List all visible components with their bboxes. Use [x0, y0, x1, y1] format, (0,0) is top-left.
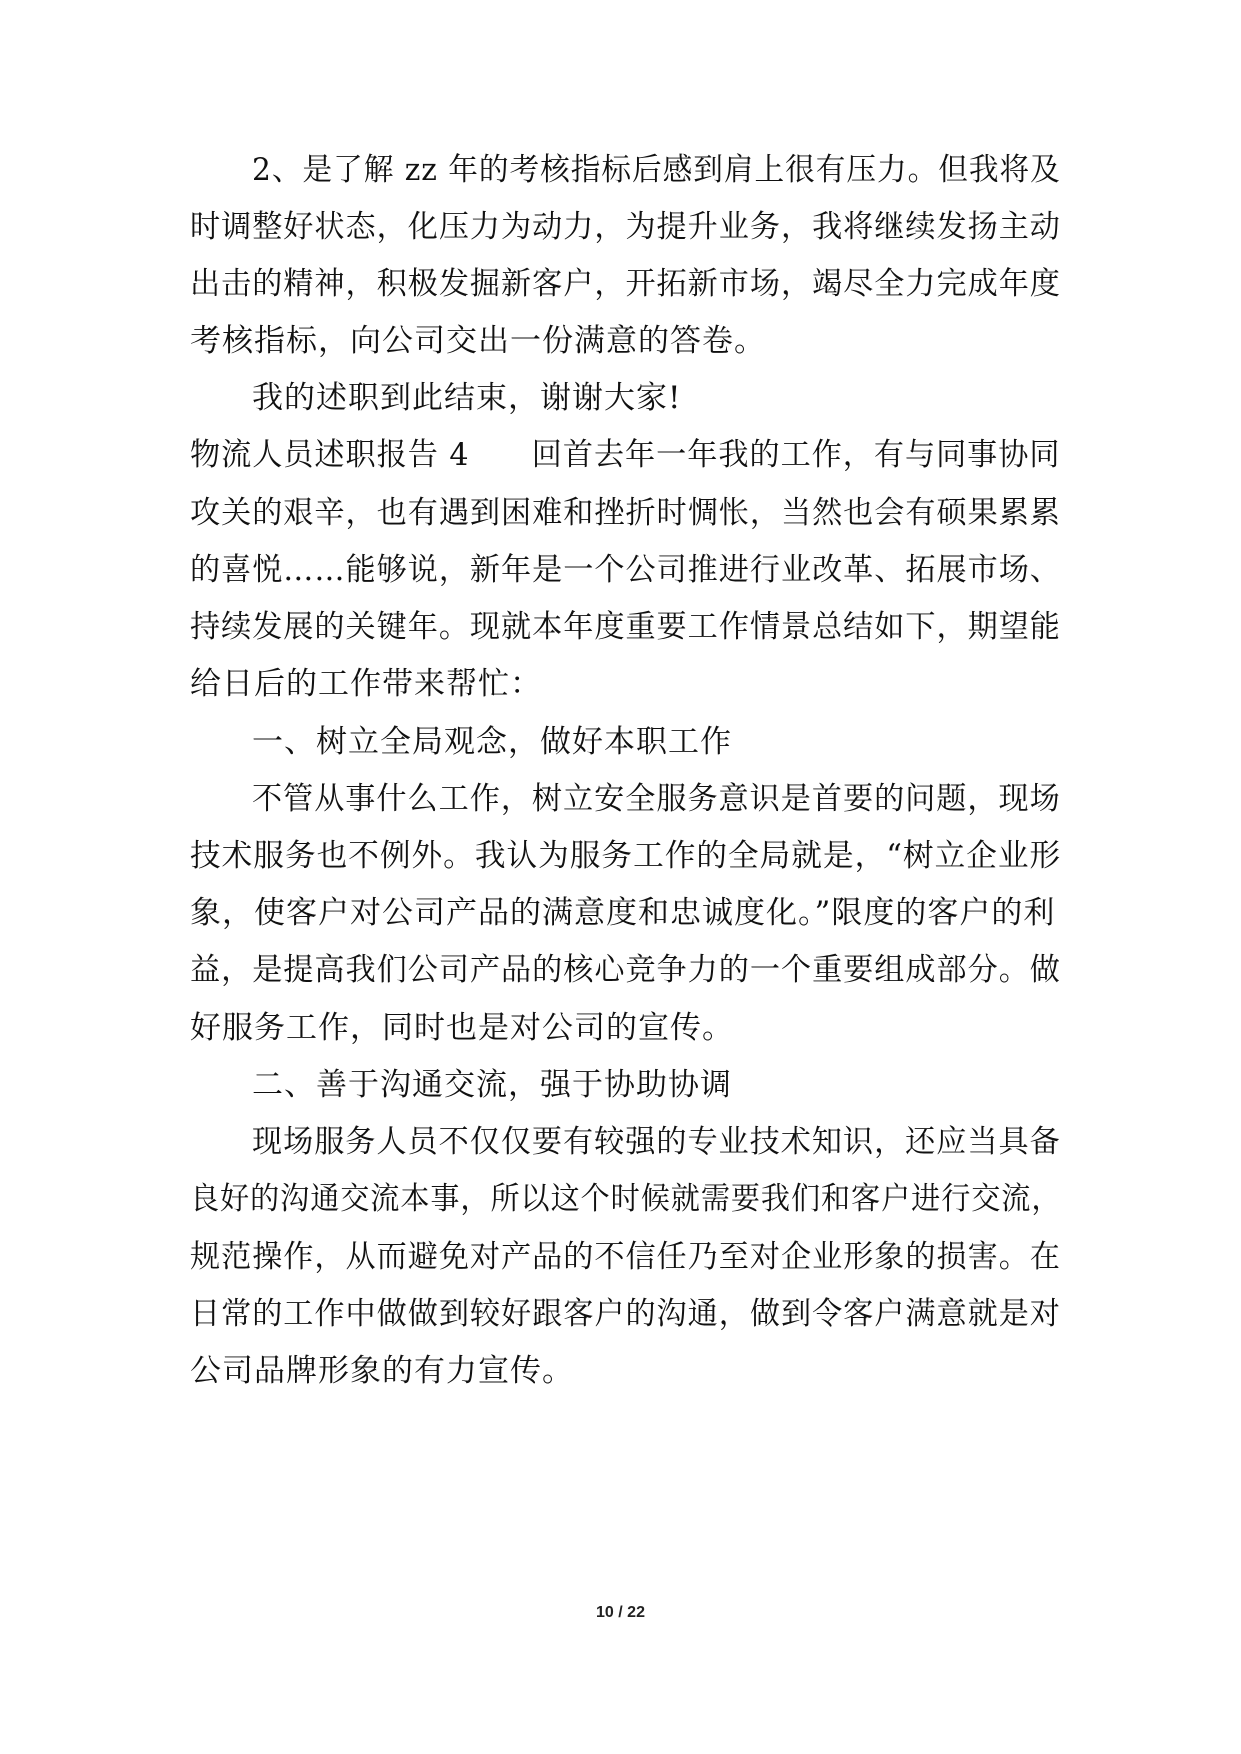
paragraph-line: 公司品牌形象的有力宣传。	[190, 1353, 574, 1389]
paragraph-line: 日常的工作中做做到较好跟客户的沟通，做到令客户满意就是对	[190, 1296, 1061, 1332]
paragraph-line: 2、是了解 zz 年的考核指标后感到肩上很有压力。但我将及	[252, 152, 1061, 188]
paragraph-line: 的喜悦……能够说，新年是一个公司推进行业改革、拓展市场、	[190, 552, 1061, 588]
paragraph-line: 给日后的工作带来帮忙：	[190, 666, 542, 702]
heading-line: 二、善于沟通交流，强于协助协调	[252, 1067, 732, 1103]
section-title-line: 物流人员述职报告 4 回首去年一年我的工作，有与同事协同	[190, 437, 1061, 473]
paragraph-line: 益，是提高我们公司产品的核心竞争力的一个重要组成部分。做	[190, 952, 1061, 988]
paragraph-line: 象，使客户对公司产品的满意度和忠诚度化。”限度的客户的利	[190, 895, 1056, 931]
paragraph-line: 攻关的艰辛，也有遇到困难和挫折时惆怅，当然也会有硕果累累	[190, 495, 1061, 531]
paragraph-line: 技术服务也不例外。我认为服务工作的全局就是，“树立企业形	[190, 838, 1062, 874]
paragraph-line: 现场服务人员不仅仅要有较强的专业技术知识，还应当具备	[252, 1124, 1061, 1160]
paragraph-line: 时调整好状态，化压力为动力，为提升业务，我将继续发扬主动	[190, 209, 1061, 245]
page-number: 10 / 22	[596, 1604, 645, 1621]
paragraph-line: 良好的沟通交流本事，所以这个时候就需要我们和客户进行交流，	[190, 1181, 1062, 1217]
paragraph-line: 好服务工作，同时也是对公司的宣传。	[190, 1010, 734, 1046]
paragraph-line: 持续发展的关键年。现就本年度重要工作情景总结如下，期望能	[190, 609, 1061, 645]
heading-line: 一、树立全局观念，做好本职工作	[252, 724, 732, 760]
paragraph-line: 不管从事什么工作，树立安全服务意识是首要的问题，现场	[252, 781, 1061, 817]
paragraph-line: 我的述职到此结束，谢谢大家!	[252, 380, 682, 416]
paragraph-line: 规范操作，从而避免对产品的不信任乃至对企业形象的损害。在	[190, 1239, 1061, 1275]
paragraph-line: 考核指标，向公司交出一份满意的答卷。	[190, 323, 766, 359]
paragraph-line: 出击的精神，积极发掘新客户，开拓新市场，竭尽全力完成年度	[190, 266, 1061, 302]
